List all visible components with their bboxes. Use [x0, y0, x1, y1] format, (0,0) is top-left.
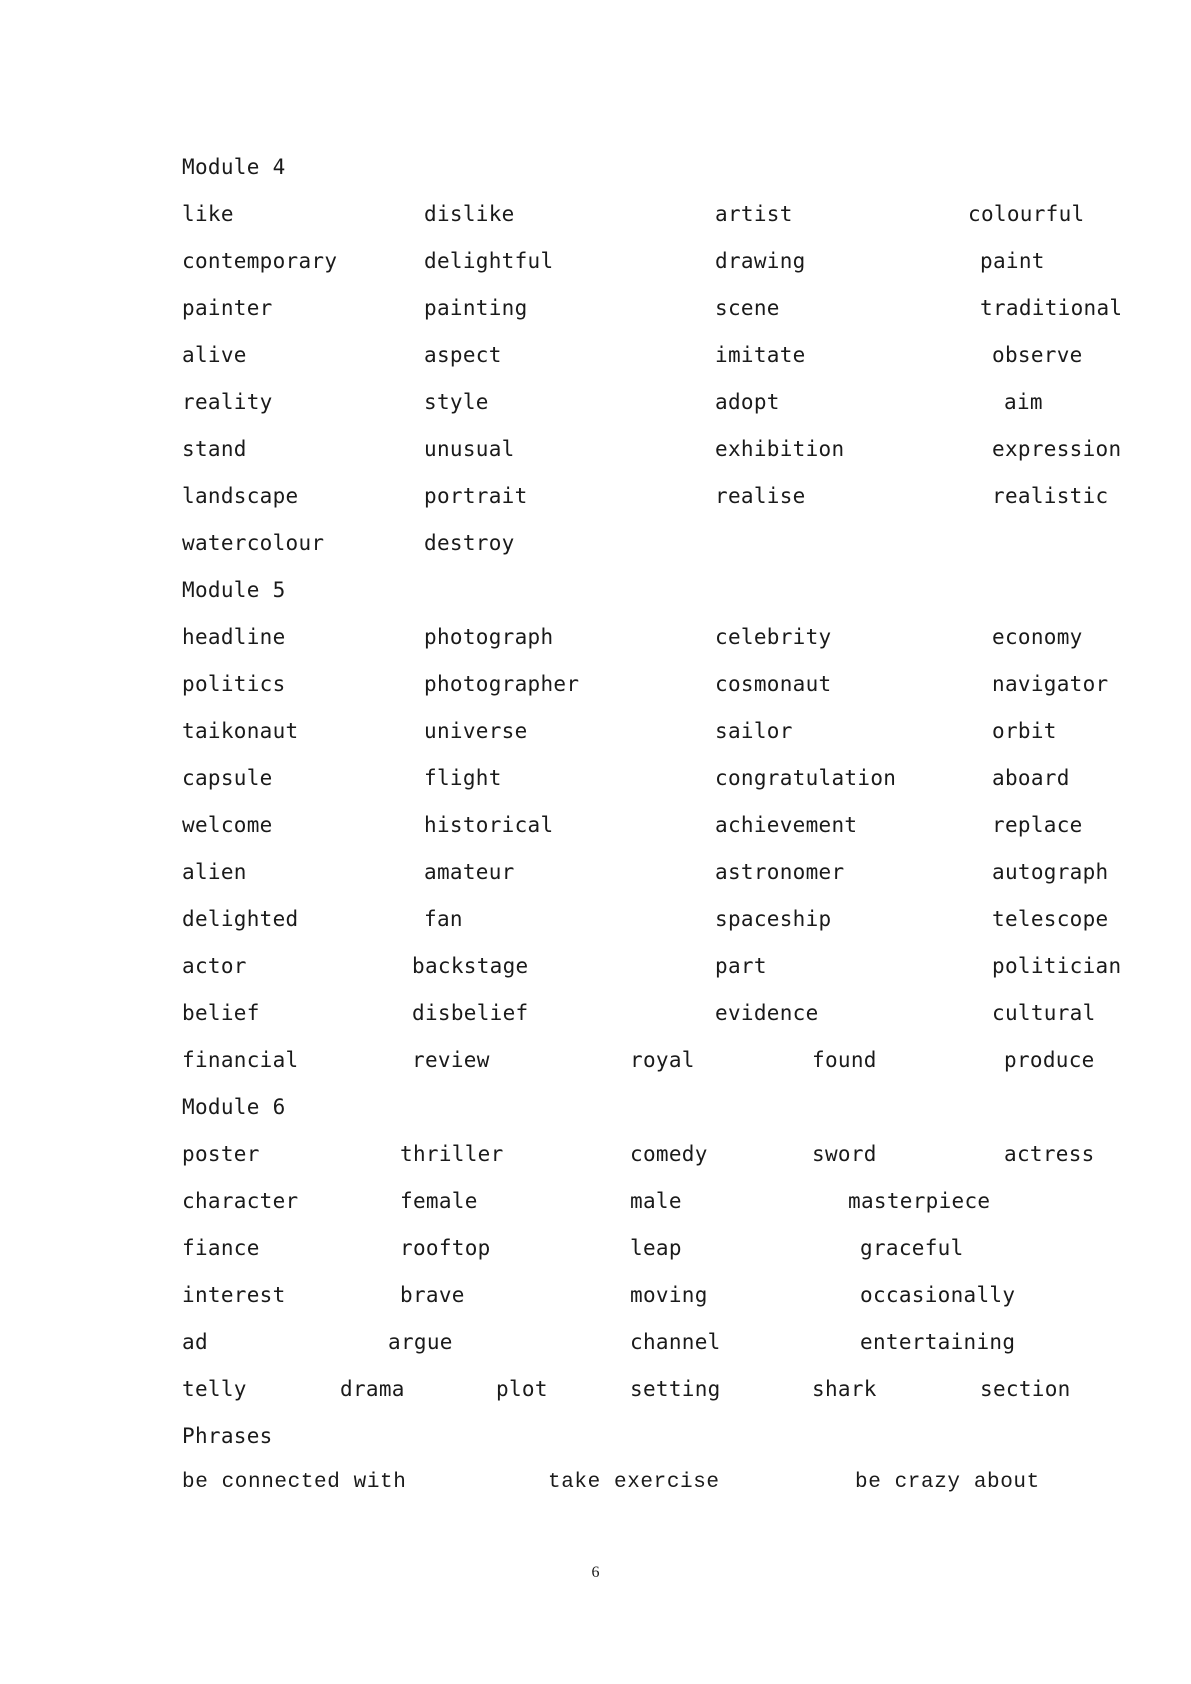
- vocab-word: welcome: [182, 813, 273, 837]
- vocab-word: drawing: [715, 249, 806, 273]
- vocab-word: financial: [182, 1048, 299, 1072]
- vocab-word: delightful: [424, 249, 554, 273]
- vocab-word: royal: [630, 1048, 695, 1072]
- vocab-word: drama: [340, 1377, 405, 1401]
- vocab-word: colourful: [968, 202, 1085, 226]
- vocab-word: scene: [715, 296, 780, 320]
- vocab-word: autograph: [992, 860, 1109, 884]
- vocab-word: actress: [1004, 1142, 1095, 1166]
- vocab-word: politician: [992, 954, 1122, 978]
- vocab-word: argue: [388, 1330, 453, 1354]
- vocab-word: aspect: [424, 343, 502, 367]
- vocab-word: thriller: [400, 1142, 504, 1166]
- vocab-word: stand: [182, 437, 247, 461]
- vocab-word: like: [182, 202, 234, 226]
- vocab-word: entertaining: [860, 1330, 1016, 1354]
- vocab-word: exhibition: [715, 437, 845, 461]
- vocab-word: poster: [182, 1142, 260, 1166]
- vocab-word: evidence: [715, 1001, 819, 1025]
- vocab-word: contemporary: [182, 249, 338, 273]
- vocab-word: replace: [992, 813, 1083, 837]
- vocab-word: portrait: [424, 484, 528, 508]
- vocab-word: shark: [812, 1377, 877, 1401]
- vocab-word: paint: [980, 249, 1045, 273]
- vocab-word: artist: [715, 202, 793, 226]
- vocab-word: backstage: [412, 954, 529, 978]
- vocab-word: unusual: [424, 437, 515, 461]
- vocab-word: male: [630, 1189, 682, 1213]
- vocab-word: fiance: [182, 1236, 260, 1260]
- vocab-word: review: [412, 1048, 490, 1072]
- vocab-word: universe: [424, 719, 528, 743]
- vocab-word: fan: [424, 907, 463, 931]
- vocab-word: actor: [182, 954, 247, 978]
- vocab-word: realise: [715, 484, 806, 508]
- vocab-word: landscape: [182, 484, 299, 508]
- vocab-word: found: [812, 1048, 877, 1072]
- vocab-word: navigator: [992, 672, 1109, 696]
- vocab-word: realistic: [992, 484, 1109, 508]
- vocab-word: watercolour: [182, 531, 325, 555]
- vocab-word: painter: [182, 296, 273, 320]
- vocab-word: alive: [182, 343, 247, 367]
- vocab-word: moving: [630, 1283, 708, 1307]
- vocab-word: style: [424, 390, 489, 414]
- vocab-word: amateur: [424, 860, 515, 884]
- vocab-word: cultural: [992, 1001, 1096, 1025]
- vocab-word: economy: [992, 625, 1083, 649]
- vocab-word: orbit: [992, 719, 1057, 743]
- vocab-word: aim: [1004, 390, 1043, 414]
- vocab-word: photograph: [424, 625, 554, 649]
- vocab-word: reality: [182, 390, 273, 414]
- vocab-word: section: [980, 1377, 1071, 1401]
- vocab-word: destroy: [424, 531, 515, 555]
- vocab-word: ad: [182, 1330, 208, 1354]
- vocab-word: brave: [400, 1283, 465, 1307]
- vocab-word: masterpiece: [848, 1189, 991, 1213]
- vocab-word: spaceship: [715, 907, 832, 931]
- vocab-word: achievement: [715, 813, 858, 837]
- vocab-word: historical: [424, 813, 554, 837]
- vocab-word: occasionally: [860, 1283, 1016, 1307]
- vocab-word: comedy: [630, 1142, 708, 1166]
- vocab-word: astronomer: [715, 860, 845, 884]
- vocab-word: politics: [182, 672, 286, 696]
- vocab-word: belief: [182, 1001, 260, 1025]
- vocab-word: photographer: [424, 672, 580, 696]
- vocab-word: dislike: [424, 202, 515, 226]
- page-number: 6: [591, 1564, 600, 1581]
- vocab-word: taikonaut: [182, 719, 299, 743]
- vocab-word: setting: [630, 1377, 721, 1401]
- vocab-word: character: [182, 1189, 299, 1213]
- vocab-word: flight: [424, 766, 502, 790]
- vocab-word: capsule: [182, 766, 273, 790]
- vocab-word: cosmonaut: [715, 672, 832, 696]
- vocab-word: celebrity: [715, 625, 832, 649]
- vocab-word: sailor: [715, 719, 793, 743]
- section-heading: Module 5: [182, 578, 286, 602]
- vocab-word: painting: [424, 296, 528, 320]
- vocab-word: part: [715, 954, 767, 978]
- vocab-word: congratulation: [715, 766, 897, 790]
- vocab-word: expression: [992, 437, 1122, 461]
- vocab-word: leap: [630, 1236, 682, 1260]
- vocab-word: channel: [630, 1330, 721, 1354]
- section-heading: Module 4: [182, 155, 286, 179]
- vocab-word: produce: [1004, 1048, 1095, 1072]
- vocab-word: female: [400, 1189, 478, 1213]
- vocab-word: sword: [812, 1142, 877, 1166]
- vocab-word: traditional: [980, 296, 1123, 320]
- vocab-word: alien: [182, 860, 247, 884]
- vocab-word: headline: [182, 625, 286, 649]
- section-heading: Module 6: [182, 1095, 286, 1119]
- vocab-word: interest: [182, 1283, 286, 1307]
- vocab-word: rooftop: [400, 1236, 491, 1260]
- vocab-word: aboard: [992, 766, 1070, 790]
- phrase-item: be connected with: [182, 1471, 407, 1494]
- phrase-item: be crazy about: [855, 1471, 1040, 1494]
- vocab-word: telescope: [992, 907, 1109, 931]
- vocab-word: delighted: [182, 907, 299, 931]
- vocab-word: observe: [992, 343, 1083, 367]
- vocab-word: plot: [496, 1377, 548, 1401]
- vocab-word: adopt: [715, 390, 780, 414]
- vocab-word: graceful: [860, 1236, 964, 1260]
- vocab-word: imitate: [715, 343, 806, 367]
- phrase-item: take exercise: [548, 1471, 720, 1494]
- section-heading: Phrases: [182, 1424, 273, 1448]
- vocab-word: disbelief: [412, 1001, 529, 1025]
- vocab-word: telly: [182, 1377, 247, 1401]
